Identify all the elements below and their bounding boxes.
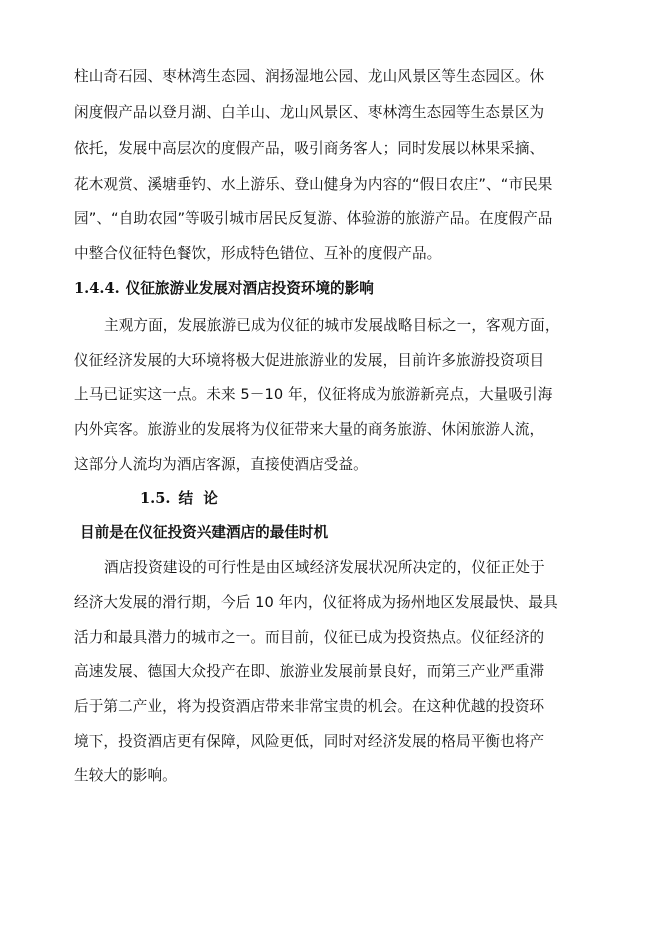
paragraph3-line: 生较大的影响。 <box>74 767 177 784</box>
paragraph3-line: 高速发展、德国大众投产在即、旅游业发展前景良好，而第三产业严重滞 <box>74 663 545 680</box>
paragraph3-line: 境下，投资酒店更有保障，风险更低，同时对经济发展的格局平衡也将产 <box>74 733 545 750</box>
paragraph2-line: 上马已证实这一点。未来 5－10 年，仪征将成为旅游新亮点，大量吸引海 <box>74 386 553 403</box>
section-number: 1.4.4. <box>74 280 120 297</box>
paragraph1-line: 园”、“自助农园”等吸引城市居民反复游、体验游的旅游产品。在度假产品 <box>74 210 553 227</box>
paragraph2-line: 主观方面，发展旅游已成为仪征的城市发展战略目标之一，客观方面， <box>104 317 560 334</box>
section-number: 1.5. <box>140 490 171 507</box>
paragraph3-line: 经济大发展的滑行期，今后 10 年内，仪征将成为扬州地区发展最快、最具 <box>74 594 558 611</box>
paragraph2-line: 内外宾客。旅游业的发展将为仪征带来大量的商务旅游、休闲旅游人流， <box>74 421 545 438</box>
paragraph3-line: 活力和最具潜力的城市之一。而目前，仪征已成为投资热点。仪征经济的 <box>74 629 545 646</box>
paragraph3-line: 酒店投资建设的可行性是由区域经济发展状况所决定的，仪征正处于 <box>104 559 545 576</box>
conclusion-heading: 目前是在仪征投资兴建酒店的最佳时机 <box>80 524 329 541</box>
section-title: 结 论 <box>178 490 218 507</box>
paragraph1-line: 中整合仪征特色餐饮，形成特色错位、互补的度假产品。 <box>74 245 442 262</box>
section-title: 仪征旅游业发展对酒店投资环境的影响 <box>125 280 374 297</box>
paragraph1-line: 柱山奇石园、枣林湾生态园、润扬湿地公园、龙山风景区等生态园区。休 <box>74 68 545 85</box>
paragraph2-line: 这部分人流均为酒店客源，直接使酒店受益。 <box>74 456 368 473</box>
section-heading-1-5 <box>140 489 218 509</box>
paragraph1-line: 闲度假产品以登月湖、白羊山、龙山风景区、枣林湾生态园等生态景区为 <box>74 104 545 121</box>
paragraph2-line: 仪征经济发展的大环境将极大促进旅游业的发展，目前许多旅游投资项目 <box>74 352 545 369</box>
paragraph1-line: 花木观赏、溪塘垂钓、水上游乐、登山健身为内容的“假日农庄”、“市民果 <box>74 176 553 193</box>
section-heading-1-4-4 <box>74 279 374 299</box>
paragraph3-line: 后于第二产业，将为投资酒店带来非常宝贵的机会。在这种优越的投资环 <box>74 698 545 715</box>
paragraph1-line: 依托，发展中高层次的度假产品，吸引商务客人；同时发展以林果采摘、 <box>74 140 545 157</box>
